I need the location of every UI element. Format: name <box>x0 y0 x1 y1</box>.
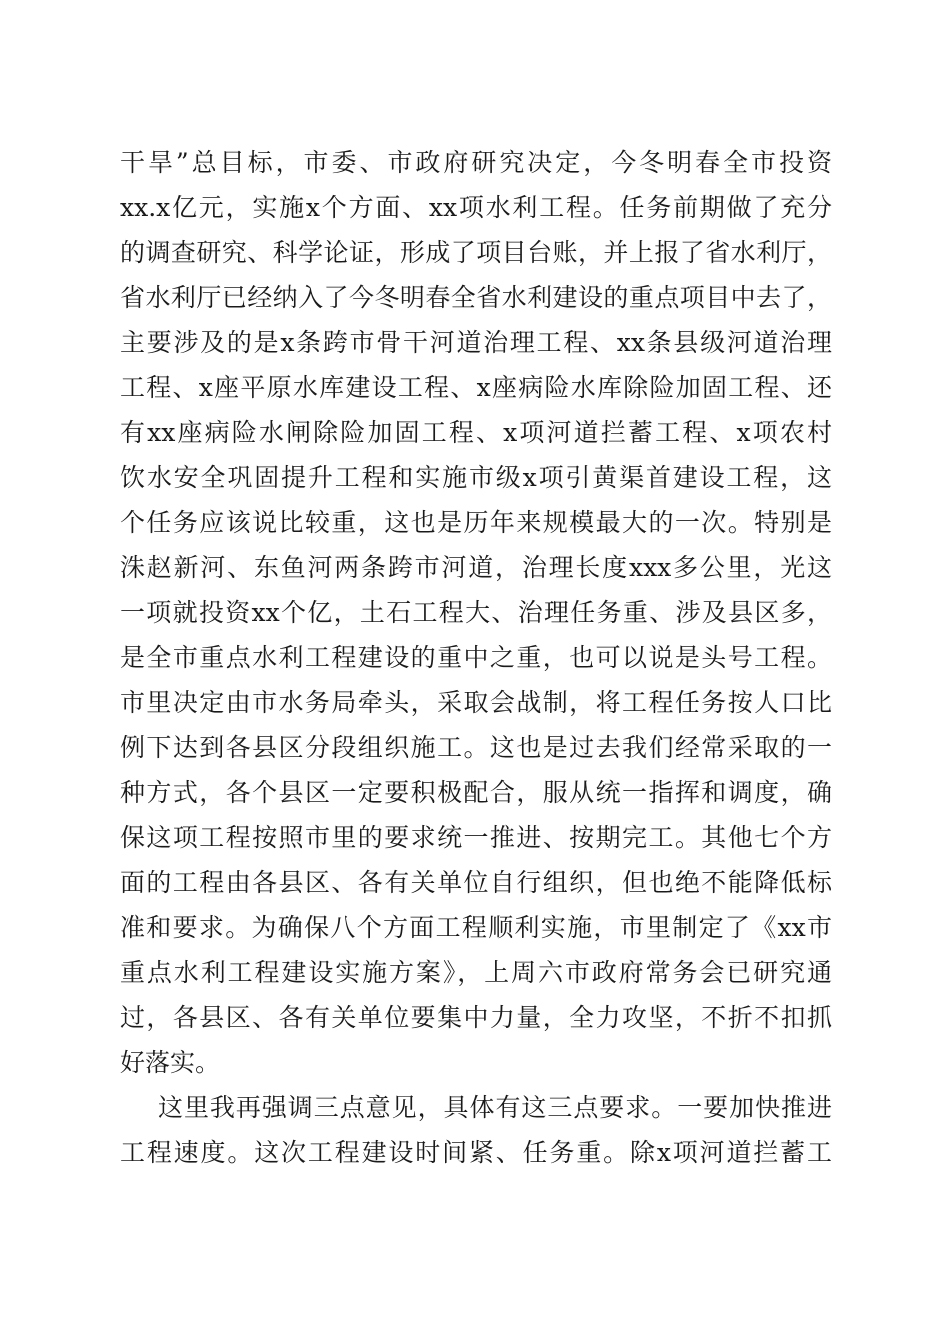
text-line: 个任务应该说比较重，这也是历年来规模最大的一次。特别是 <box>120 508 832 537</box>
text-line: 省水利厅已经纳入了今冬明春全省水利建设的重点项目中去了， <box>120 283 832 312</box>
text-line: 这里我再强调三点意见，具体有这三点要求。一要加快推进 <box>158 1093 832 1122</box>
text-line: 市里决定由市水务局牵头，采取会战制，将工程任务按人口比 <box>120 688 832 717</box>
text-line: xx.x亿元，实施x个方面、xx项水利工程。任务前期做了充分 <box>120 193 832 222</box>
paragraph-2 <box>120 1085 832 1175</box>
text-line: 工程速度。这次工程建设时间紧、任务重。除x项河道拦蓄工 <box>120 1138 832 1167</box>
text-line: 饮水安全巩固提升工程和实施市级x项引黄渠首建设工程，这 <box>120 463 832 492</box>
text-line: 主要涉及的是x条跨市骨干河道治理工程、xx条县级河道治理 <box>120 328 832 357</box>
text-line: 好落实。 <box>120 1048 221 1077</box>
paragraph-1 <box>120 140 832 1085</box>
text-line: 洙赵新河、东鱼河两条跨市河道，治理长度xxx多公里，光这 <box>120 553 832 582</box>
text-line: 过，各县区、各有关单位要集中力量，全力攻坚，不折不扣抓 <box>120 1003 832 1032</box>
text-line: 保这项工程按照市里的要求统一推进、按期完工。其他七个方 <box>120 823 832 852</box>
text-line: 重点水利工程建设实施方案》，上周六市政府常务会已研究通 <box>120 958 832 987</box>
text-line: 准和要求。为确保八个方面工程顺利实施，市里制定了《xx市 <box>120 913 832 942</box>
text-line: 干旱”总目标，市委、市政府研究决定，今冬明春全市投资 <box>120 148 832 177</box>
text-line: 例下达到各县区分段组织施工。这也是过去我们经常采取的一 <box>120 733 832 762</box>
text-line: 有xx座病险水闸除险加固工程、x项河道拦蓄工程、x项农村 <box>120 418 832 447</box>
text-line: 面的工程由各县区、各有关单位自行组织，但也绝不能降低标 <box>120 868 832 897</box>
text-line: 工程、x座平原水库建设工程、x座病险水库除险加固工程、还 <box>120 373 832 402</box>
text-line: 一项就投资xx个亿，土石工程大、治理任务重、涉及县区多， <box>120 598 832 627</box>
text-line: 的调查研究、科学论证，形成了项目台账，并上报了省水利厅， <box>120 238 832 267</box>
text-line: 是全市重点水利工程建设的重中之重，也可以说是头号工程。 <box>120 643 832 672</box>
text-line: 种方式，各个县区一定要积极配合，服从统一指挥和调度，确 <box>120 778 832 807</box>
document-body <box>120 140 832 1175</box>
